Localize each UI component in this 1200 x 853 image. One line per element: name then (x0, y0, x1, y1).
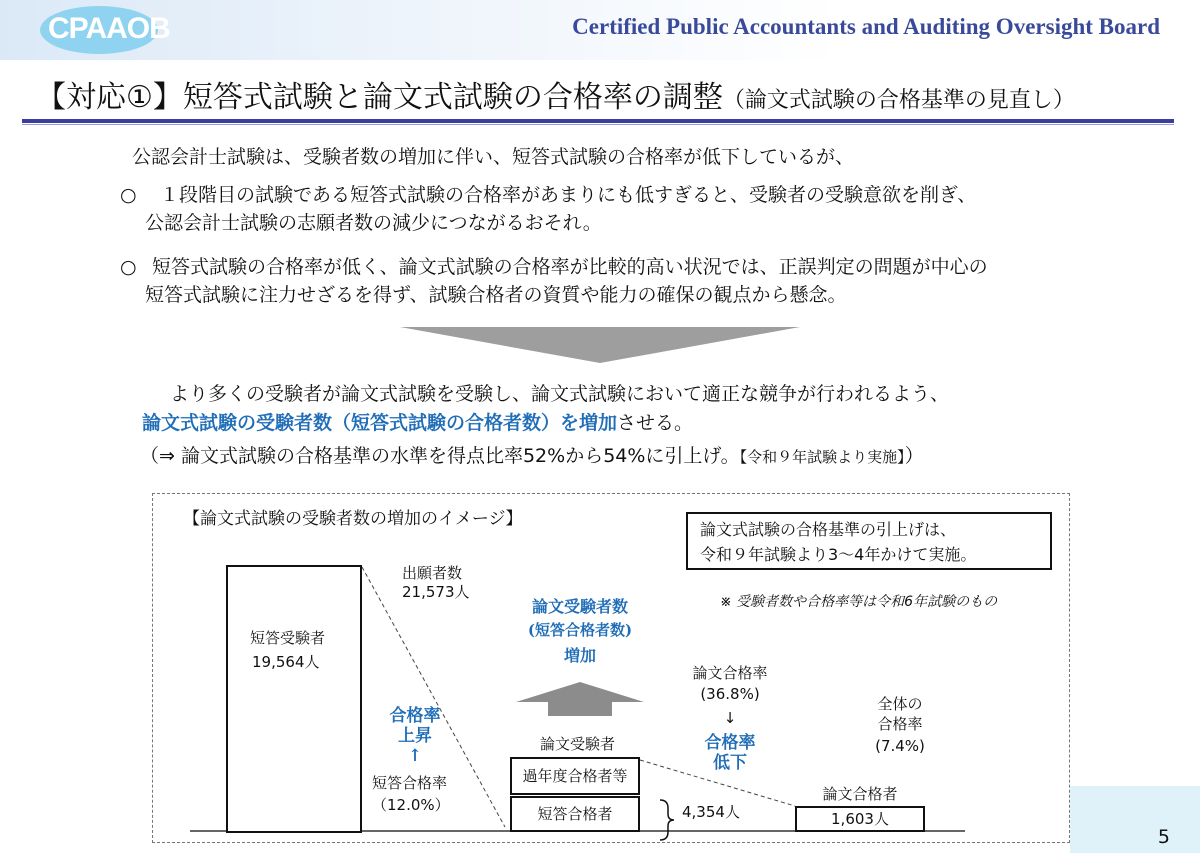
essay-increase-line-3: 増加 (563, 646, 596, 665)
applicants-label: 出願者数 (402, 564, 463, 582)
short-examinees-label: 短答受験者 (250, 629, 326, 647)
conclusion-highlight: 論文式試験の受験者数（短答式試験の合格者数）を増加 (142, 412, 618, 434)
prior-passers-label: 過年度合格者等 (522, 767, 628, 785)
up-arrow-icon: ↑ (407, 746, 423, 766)
essay-increase-line-2: (短答合格者数) (527, 621, 633, 639)
bullet-1-line-1: １段階目の試験である短答式試験の合格率があまりにも低すぎると、受験者の受験意欲を削ぎ、 (160, 184, 977, 206)
corner-decoration (1070, 786, 1200, 853)
brace-icon (660, 800, 674, 840)
bullet-mark: ○ (120, 256, 137, 278)
applicants-count: 21,573人 (402, 583, 470, 601)
note-line-1: 論文式試験の合格基準の引上げは、 (700, 520, 957, 539)
diagram-title: 【論文式試験の受験者数の増加のイメージ】 (183, 509, 523, 529)
essay-passers-count: 1,603人 (831, 810, 889, 828)
down-arrow-icon: ↓ (723, 709, 737, 727)
short-rate-up-line-1: 合格率 (389, 706, 441, 726)
bullet-2-line-1: 短答式試験の合格率が低く、論文式試験の合格率が比較的高い状況では、正誤判定の問題が中心の (152, 256, 988, 278)
essay-increase-line-1: 論文受験者数 (531, 597, 628, 616)
footnote: ※ 受験者数や合格率等は令和6年試験のもの (720, 594, 998, 610)
overall-rate-line-2: 合格率 (877, 715, 923, 733)
up-arrow-head (516, 682, 644, 702)
page-number: 5 (1157, 826, 1170, 848)
essay-rate-label: 論文合格率 (692, 664, 768, 682)
short-passers-label: 短答合格者 (537, 805, 613, 823)
slide-title-main: 【対応①】短答式試験と論文式試験の合格率の調整 (36, 80, 723, 115)
short-rate-label: 短答合格率 (372, 774, 448, 792)
essay-examinees-label: 論文受験者 (539, 735, 615, 753)
conclusion-line-3-main: （⇒ 論文式試験の合格基準の水準を得点比率52%から54%に引上げ。 (140, 445, 740, 467)
short-examinees-count: 19,564人 (252, 653, 320, 671)
slide-title-sub: （論文式試験の合格基準の見直し） (722, 88, 1075, 113)
overall-rate-line-1: 全体の (877, 695, 923, 713)
conclusion-line-1: より多くの受験者が論文式試験を受験し、論文式試験において適正な競争が行われるよう、 (170, 383, 950, 405)
essay-passers-label: 論文合格者 (822, 785, 898, 803)
bullet-1-line-2: 公認会計士試験の志願者数の減少につながるおそれ。 (145, 212, 602, 234)
up-arrow-shaft (548, 702, 612, 716)
conclusion-line-3-note: 【令和９年試験より実施】 (739, 448, 905, 466)
conclusion-line-3-end: ） (904, 445, 924, 467)
conclusion-line-2-rest: させる。 (617, 412, 694, 434)
short-rate-value: （12.0%） (372, 796, 450, 814)
overall-rate-value: (7.4%) (875, 737, 925, 755)
short-examinees-box (226, 565, 362, 833)
bullet-2-line-2: 短答式試験に注力せざるを得ず、試験合格者の資質や能力の確保の観点から懸念。 (145, 284, 847, 306)
intro-text: 公認会計士試験は、受験者数の増加に伴い、短答式試験の合格率が低下しているが、 (132, 146, 855, 168)
essay-rate-down-line-1: 合格率 (704, 733, 756, 753)
logo-text: CPAAOB (48, 12, 170, 45)
essay-examinees-count: 4,354人 (682, 803, 740, 821)
organization-name: Certified Public Accountants and Auditing Oversight Board (572, 14, 1160, 39)
essay-rate-down-line-2: 低下 (713, 753, 747, 773)
note-line-2: 令和９年試験より3～4年かけて実施。 (700, 545, 977, 564)
essay-rate-value: (36.8%) (700, 685, 760, 703)
short-rate-up-line-2: 上昇 (398, 726, 432, 746)
bullet-mark: ○ (120, 184, 137, 206)
